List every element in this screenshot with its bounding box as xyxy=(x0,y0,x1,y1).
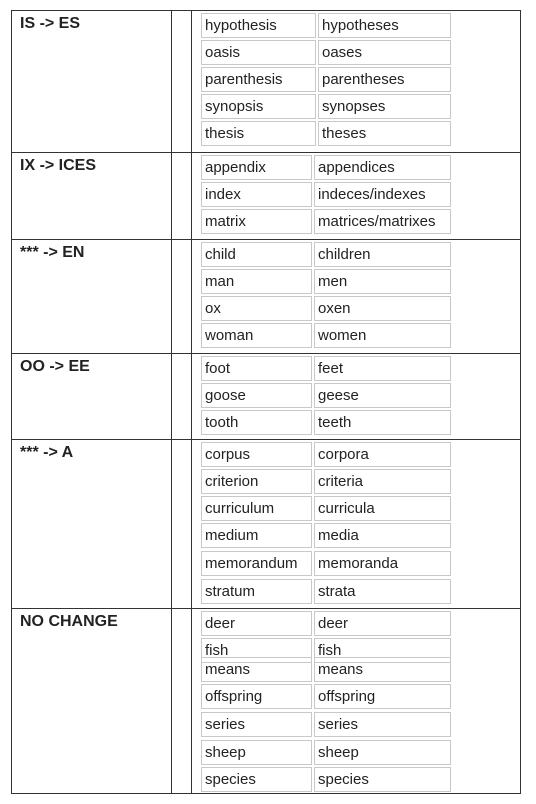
singular-cell: oasis xyxy=(201,40,316,65)
singular-cell: fish xyxy=(201,638,312,663)
singular-cell: parenthesis xyxy=(201,67,316,92)
table-row xyxy=(201,155,451,180)
rule-label: NO CHANGE xyxy=(20,613,118,630)
table-row xyxy=(201,496,451,521)
section-0 xyxy=(12,11,520,152)
plural-cell: feet xyxy=(314,356,451,381)
singular-cell: curriculum xyxy=(201,496,312,521)
plural-cell: series xyxy=(314,712,451,737)
singular-cell: foot xyxy=(201,356,312,381)
singular-cell: medium xyxy=(201,523,312,548)
singular-cell: offspring xyxy=(201,684,312,709)
singular-cell: memorandum xyxy=(201,551,312,576)
table-row xyxy=(201,94,451,119)
section-1 xyxy=(12,152,520,239)
singular-cell: ox xyxy=(201,296,312,321)
singular-cell: series xyxy=(201,712,312,737)
table-row xyxy=(201,767,451,792)
table-row xyxy=(201,296,451,321)
rule-label: *** -> A xyxy=(20,444,74,461)
plural-cell: hypotheses xyxy=(318,13,451,38)
singular-cell: woman xyxy=(201,323,312,348)
singular-cell: man xyxy=(201,269,312,294)
plural-cell: deer xyxy=(314,611,451,636)
plural-cell: fish xyxy=(314,638,451,663)
table-row xyxy=(201,442,451,467)
table-row xyxy=(201,657,451,682)
plural-cell: teeth xyxy=(314,410,451,435)
plural-cell: synopses xyxy=(318,94,451,119)
table-row xyxy=(201,712,451,737)
singular-cell: appendix xyxy=(201,155,312,180)
plural-cell: species xyxy=(314,767,451,792)
plural-cell: theses xyxy=(318,121,451,146)
table-row xyxy=(201,356,451,381)
plural-cell: strata xyxy=(314,579,451,604)
singular-cell: thesis xyxy=(201,121,316,146)
plural-cell: oxen xyxy=(314,296,451,321)
plural-cell: offspring xyxy=(314,684,451,709)
plural-cell: corpora xyxy=(314,442,451,467)
singular-cell: matrix xyxy=(201,209,312,234)
plural-cell: sheep xyxy=(314,740,451,765)
plural-cell: matrices/matrixes xyxy=(314,209,451,234)
singular-cell: criterion xyxy=(201,469,312,494)
table-row xyxy=(201,740,451,765)
singular-cell: sheep xyxy=(201,740,312,765)
table-row xyxy=(201,13,451,38)
rule-label: OO -> EE xyxy=(20,358,90,375)
singular-cell: stratum xyxy=(201,579,312,604)
plural-cell: parentheses xyxy=(318,67,451,92)
section-3 xyxy=(12,353,520,439)
table-row xyxy=(201,684,451,709)
singular-cell: means xyxy=(201,657,312,682)
table-row xyxy=(201,410,451,435)
table-row xyxy=(201,469,451,494)
table-row xyxy=(201,209,451,234)
table-row xyxy=(201,551,451,576)
rule-label: IX -> ICES xyxy=(20,157,97,174)
plural-cell: criteria xyxy=(314,469,451,494)
rule-label: IS -> ES xyxy=(20,15,81,32)
plural-cell: curricula xyxy=(314,496,451,521)
table-row xyxy=(201,383,451,408)
plural-cell: appendices xyxy=(314,155,451,180)
table-row xyxy=(201,523,451,548)
section-2 xyxy=(12,239,520,353)
rule-label: *** -> EN xyxy=(20,244,85,261)
plural-cell: memoranda xyxy=(314,551,451,576)
section-4 xyxy=(12,439,520,608)
plural-cell: indeces/indexes xyxy=(314,182,451,207)
table-row xyxy=(201,611,451,636)
singular-cell: corpus xyxy=(201,442,312,467)
section-5 xyxy=(12,608,520,795)
plural-cell: geese xyxy=(314,383,451,408)
singular-cell: index xyxy=(201,182,312,207)
table-row xyxy=(201,269,451,294)
table-row xyxy=(201,67,451,92)
singular-cell: goose xyxy=(201,383,312,408)
table-row xyxy=(201,121,451,146)
plural-cell: children xyxy=(314,242,451,267)
plural-cell: women xyxy=(314,323,451,348)
table-row xyxy=(201,242,451,267)
plural-cell: media xyxy=(314,523,451,548)
table-row xyxy=(201,40,451,65)
plural-cell: oases xyxy=(318,40,451,65)
table-row xyxy=(201,579,451,604)
singular-cell: synopsis xyxy=(201,94,316,119)
singular-cell: hypothesis xyxy=(201,13,316,38)
singular-cell: child xyxy=(201,242,312,267)
plural-cell: men xyxy=(314,269,451,294)
plural-cell: means xyxy=(314,657,451,682)
table-row xyxy=(201,182,451,207)
singular-cell: deer xyxy=(201,611,312,636)
singular-cell: species xyxy=(201,767,312,792)
singular-cell: tooth xyxy=(201,410,312,435)
plural-rules-table xyxy=(11,10,521,794)
table-row xyxy=(201,323,451,348)
